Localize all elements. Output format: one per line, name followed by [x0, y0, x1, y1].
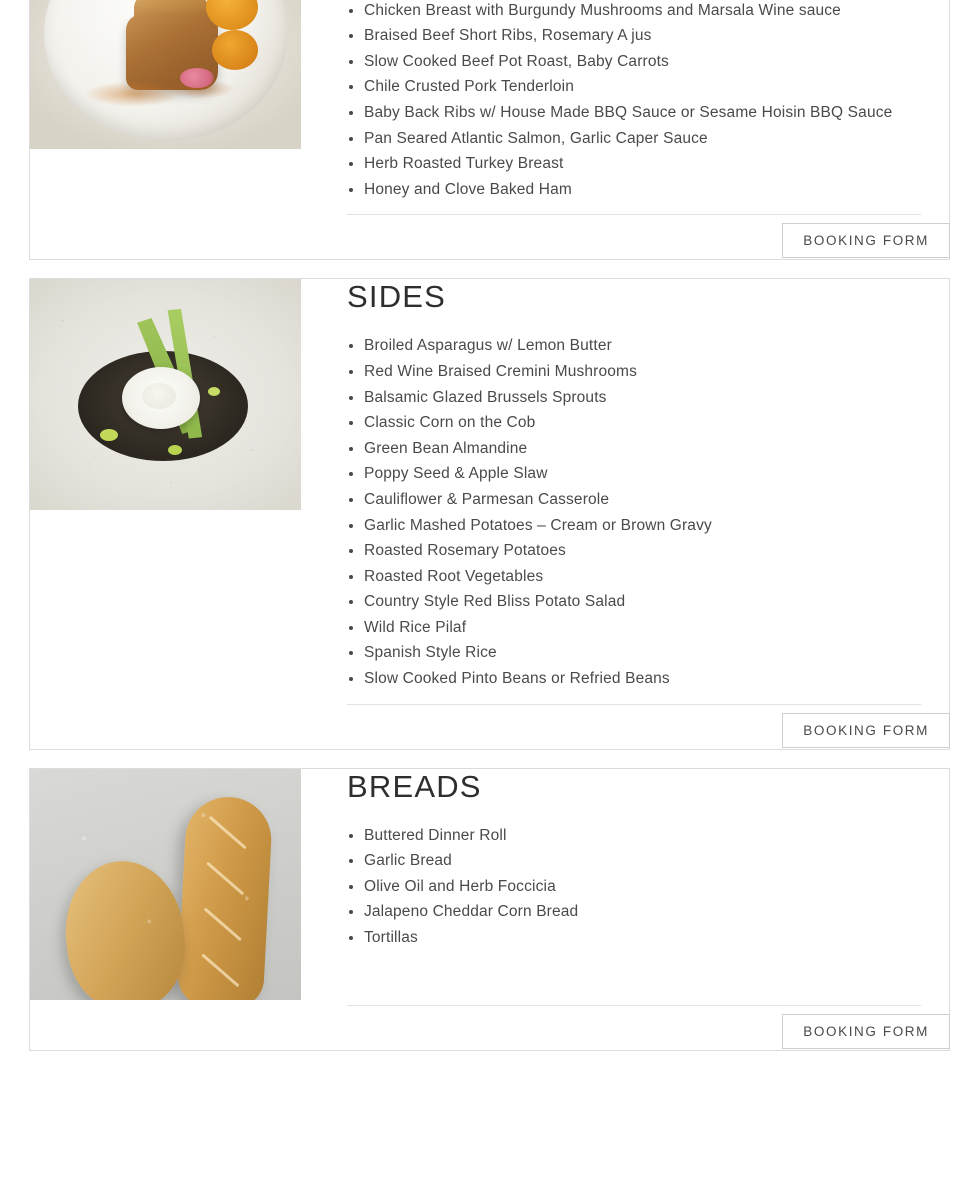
list-item: Cauliflower & Parmesan Casserole [347, 487, 921, 513]
booking-form-button-breads[interactable]: BOOKING FORM [782, 1014, 950, 1049]
booking-form-button-entree[interactable]: BOOKING FORM [782, 223, 950, 258]
herb-oil-drop-three-shape [208, 387, 220, 396]
flour-dust-texture [30, 769, 301, 1000]
list-item: Red Wine Braised Cremini Mushrooms [347, 359, 921, 385]
list-item: Pan Seared Atlantic Salmon, Garlic Caper Sauce [347, 126, 921, 152]
sides-card-body [301, 279, 949, 748]
list-item: Country Style Red Bliss Potato Salad [347, 589, 921, 615]
herb-oil-drop-two-shape [168, 445, 182, 455]
section-title-sides: SIDES [347, 279, 447, 315]
menu-list-breads [347, 823, 921, 951]
breads-booking-row [347, 1005, 929, 1050]
list-item: Chile Crusted Pork Tenderloin [347, 74, 921, 100]
list-item: Classic Corn on the Cob [347, 410, 921, 436]
breads-photo-wrapper [30, 769, 301, 1000]
list-item: Buttered Dinner Roll [347, 823, 921, 849]
list-item: Tortillas [347, 925, 921, 951]
list-item: Garlic Bread [347, 848, 921, 874]
list-item: Balsamic Glazed Brussels Sprouts [347, 385, 921, 411]
list-item: Jalapeno Cheddar Corn Bread [347, 899, 921, 925]
menu-section-breads [29, 768, 950, 1051]
pink-garnish-shape [180, 68, 214, 88]
menu-list-sides [347, 333, 921, 691]
plated-pork-with-beets-photo [30, 0, 301, 149]
section-gap [0, 750, 979, 768]
breads-card-body [301, 769, 949, 1050]
herb-oil-drop-one-shape [100, 429, 118, 441]
menu-section-entree-options [29, 0, 950, 260]
list-item: Green Bean Almandine [347, 436, 921, 462]
list-item: Herb Roasted Turkey Breast [347, 151, 921, 177]
menu-section-sides [29, 278, 950, 749]
list-item: Baby Back Ribs w/ House Made BBQ Sauce or Sesame Hoisin BBQ Sauce [347, 100, 921, 126]
poached-egg-shape [122, 367, 200, 429]
list-item: Broiled Asparagus w/ Lemon Butter [347, 333, 921, 359]
beet-slice-two-shape [212, 30, 258, 70]
booking-form-button-sides[interactable]: BOOKING FORM [782, 713, 950, 748]
asparagus-spear-two-shape [127, 305, 236, 444]
list-item: Slow Cooked Pinto Beans or Refried Beans [347, 666, 921, 692]
sides-booking-row [347, 704, 929, 749]
dark-plate-shape [78, 351, 248, 461]
asparagus-spear-one-shape [100, 302, 240, 450]
section-title-breads: BREADS [347, 768, 482, 804]
list-item: Poppy Seed & Apple Slaw [347, 461, 921, 487]
list-item: Garlic Mashed Potatoes – Cream or Brown Gravy [347, 513, 921, 539]
entree-photo-wrapper [30, 0, 301, 149]
asparagus-with-poached-egg-photo [30, 279, 301, 510]
entree-card-body [301, 0, 949, 259]
sides-photo-wrapper [30, 279, 301, 510]
entree-booking-row [347, 214, 929, 259]
sauce-shape [70, 68, 250, 120]
list-item: Spanish Style Rice [347, 640, 921, 666]
artisan-bread-loaves-photo [30, 769, 301, 1000]
list-item: Roasted Root Vegetables [347, 564, 921, 590]
list-item: Chicken Breast with Burgundy Mushrooms and Marsala Wine sauce [347, 0, 921, 23]
section-gap [0, 260, 979, 278]
list-item: Wild Rice Pilaf [347, 615, 921, 641]
menu-list-entree-options [347, 0, 921, 202]
list-item: Olive Oil and Herb Foccicia [347, 874, 921, 900]
list-item: Braised Beef Short Ribs, Rosemary A jus [347, 23, 921, 49]
list-item: Slow Cooked Beef Pot Roast, Baby Carrots [347, 49, 921, 75]
egg-center-shape [142, 383, 176, 409]
list-item: Honey and Clove Baked Ham [347, 177, 921, 203]
list-item: Roasted Rosemary Potatoes [347, 538, 921, 564]
